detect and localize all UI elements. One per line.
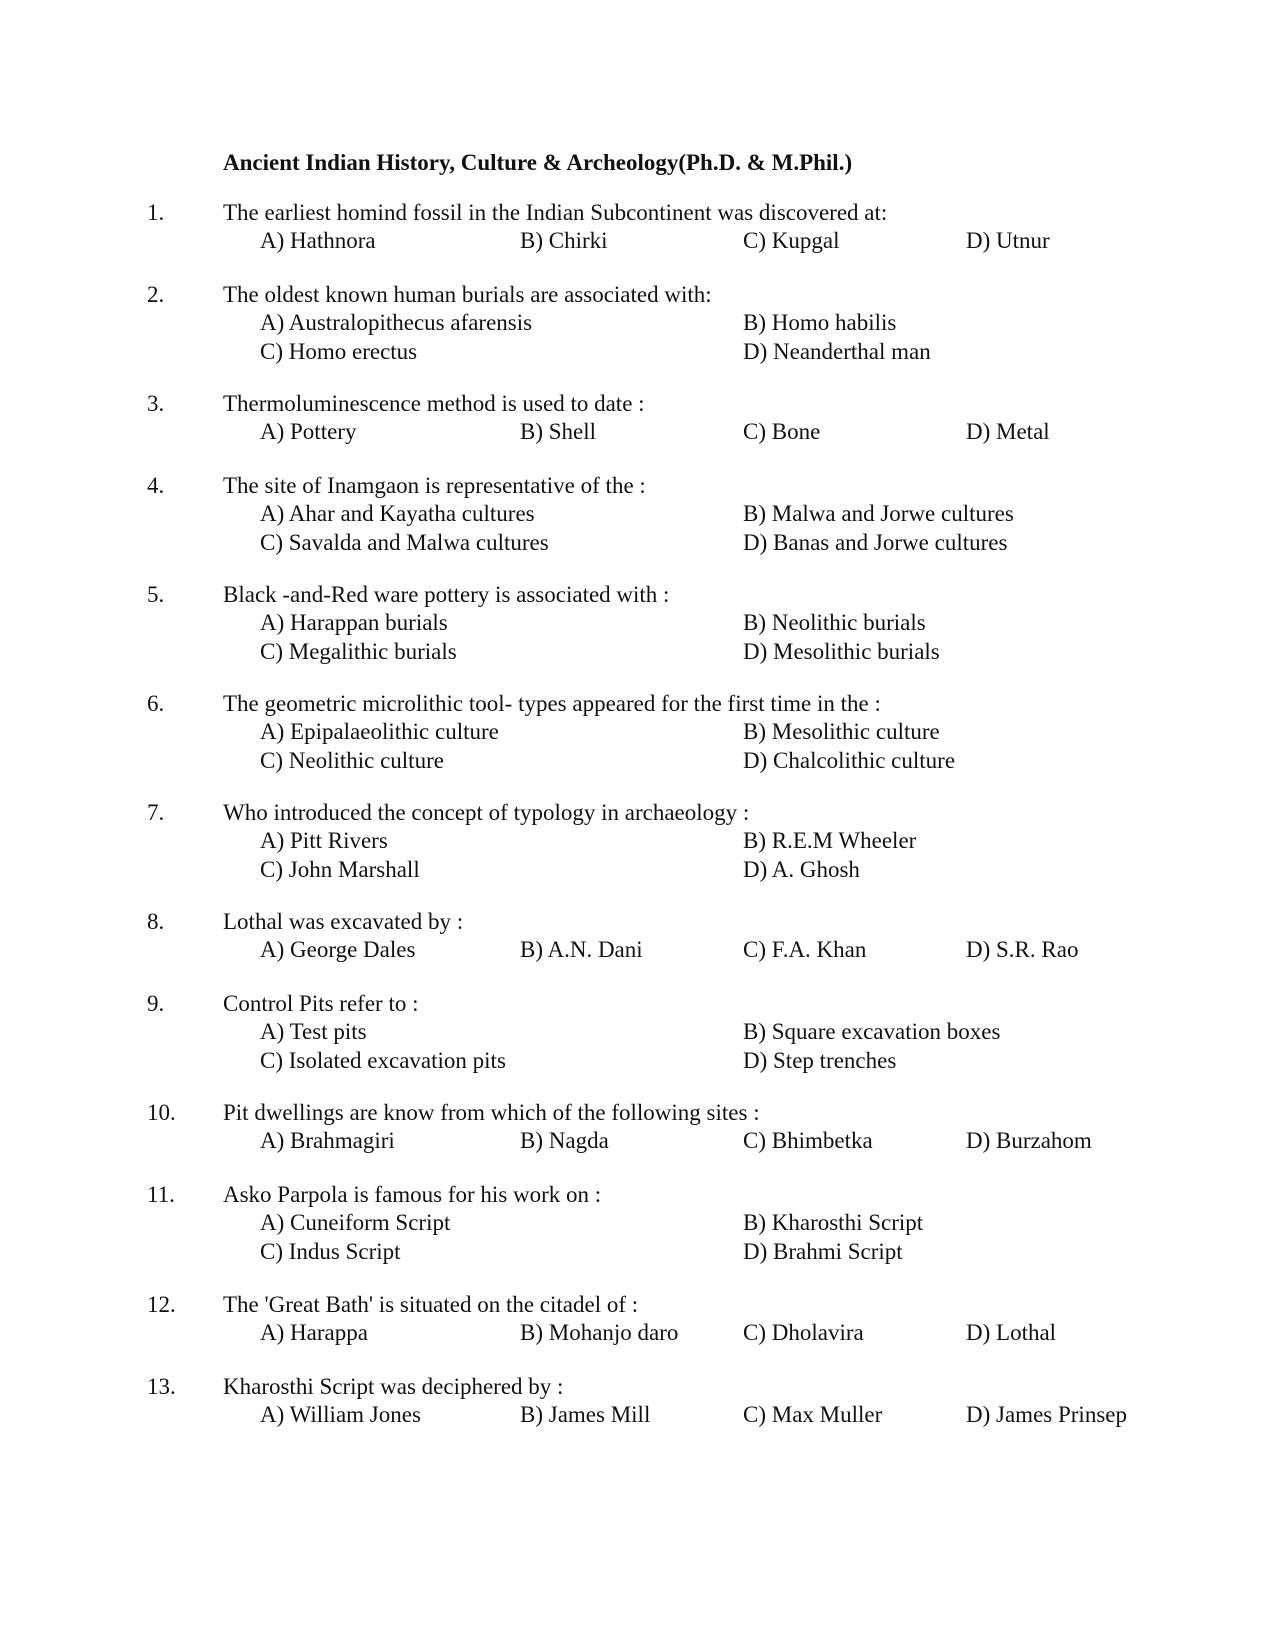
question-number: 5.: [147, 582, 165, 607]
question-number: 12.: [147, 1292, 176, 1317]
option-d: D) Brahmi Script: [743, 1239, 903, 1264]
option-b: B) Chirki: [520, 228, 608, 253]
option-c: C) Isolated excavation pits: [260, 1048, 506, 1073]
option-c: C) Neolithic culture: [260, 748, 444, 773]
page-title: Ancient Indian History, Culture & Archeology(Ph.D. & M.Phil.): [223, 150, 853, 175]
option-b: B) Shell: [520, 419, 597, 444]
question-number: 11.: [147, 1182, 175, 1207]
option-a: A) William Jones: [260, 1402, 421, 1427]
option-d: D) Burzahom: [966, 1128, 1092, 1153]
option-c: C) Homo erectus: [260, 339, 418, 364]
option-a: A) Hathnora: [260, 228, 376, 253]
option-b: B) A.N. Dani: [520, 937, 643, 962]
option-c: C) Indus Script: [260, 1239, 401, 1264]
option-d: D) Utnur: [966, 228, 1050, 253]
option-b: B) Mohanjo daro: [520, 1320, 679, 1345]
question-text: Control Pits refer to :: [223, 991, 419, 1016]
option-d: D) James Prinsep: [966, 1402, 1127, 1427]
question-text: Lothal was excavated by :: [223, 909, 464, 934]
option-a: A) Pitt Rivers: [260, 828, 388, 853]
option-b: B) R.E.M Wheeler: [743, 828, 917, 853]
question-text: Black -and-Red ware pottery is associated with :: [223, 582, 670, 607]
option-a: A) Australopithecus afarensis: [260, 310, 533, 335]
option-c: C) Bone: [743, 419, 821, 444]
option-c: C) Megalithic burials: [260, 639, 457, 664]
option-b: B) Square excavation boxes: [743, 1019, 1001, 1044]
option-b: B) Homo habilis: [743, 310, 897, 335]
option-a: A) Harappa: [260, 1320, 368, 1345]
question-text: Who introduced the concept of typology in archaeology :: [223, 800, 750, 825]
question-number: 10.: [147, 1100, 176, 1125]
question-text: The earliest homind fossil in the Indian Subcontinent was discovered at:: [223, 200, 888, 225]
option-b: B) Nagda: [520, 1128, 609, 1153]
option-d: D) Banas and Jorwe cultures: [743, 530, 1008, 555]
option-a: A) Epipalaeolithic culture: [260, 719, 499, 744]
question-number: 4.: [147, 473, 165, 498]
question-text: The 'Great Bath' is situated on the citadel of :: [223, 1292, 639, 1317]
question-text: The oldest known human burials are associated with:: [223, 282, 712, 307]
question-text: Thermoluminescence method is used to date :: [223, 391, 645, 416]
option-b: B) James Mill: [520, 1402, 651, 1427]
option-c: C) F.A. Khan: [743, 937, 867, 962]
option-a: A) George Dales: [260, 937, 416, 962]
option-d: D) Metal: [966, 419, 1050, 444]
option-c: C) John Marshall: [260, 857, 420, 882]
question-text: The geometric microlithic tool- types appeared for the first time in the :: [223, 691, 881, 716]
option-c: C) Dholavira: [743, 1320, 864, 1345]
question-number: 6.: [147, 691, 165, 716]
option-a: A) Ahar and Kayatha cultures: [260, 501, 535, 526]
question-number: 1.: [147, 200, 165, 225]
question-number: 2.: [147, 282, 165, 307]
option-d: D) Chalcolithic culture: [743, 748, 956, 773]
option-d: D) Neanderthal man: [743, 339, 931, 364]
option-b: B) Malwa and Jorwe cultures: [743, 501, 1014, 526]
option-a: A) Pottery: [260, 419, 357, 444]
option-d: D) S.R. Rao: [966, 937, 1079, 962]
option-a: A) Test pits: [260, 1019, 367, 1044]
question-text: Asko Parpola is famous for his work on :: [223, 1182, 602, 1207]
question-text: The site of Inamgaon is representative of the :: [223, 473, 646, 498]
option-b: B) Neolithic burials: [743, 610, 926, 635]
question-number: 8.: [147, 909, 165, 934]
option-b: B) Kharosthi Script: [743, 1210, 924, 1235]
question-number: 7.: [147, 800, 165, 825]
option-c: C) Max Muller: [743, 1402, 883, 1427]
option-d: D) Mesolithic burials: [743, 639, 940, 664]
option-b: B) Mesolithic culture: [743, 719, 940, 744]
option-d: D) Step trenches: [743, 1048, 897, 1073]
question-number: 13.: [147, 1374, 176, 1399]
question-number: 9.: [147, 991, 165, 1016]
question-text: Kharosthi Script was deciphered by :: [223, 1374, 564, 1399]
option-c: C) Savalda and Malwa cultures: [260, 530, 549, 555]
option-c: C) Bhimbetka: [743, 1128, 873, 1153]
option-a: A) Cuneiform Script: [260, 1210, 451, 1235]
option-a: A) Brahmagiri: [260, 1128, 395, 1153]
option-a: A) Harappan burials: [260, 610, 448, 635]
option-c: C) Kupgal: [743, 228, 840, 253]
question-text: Pit dwellings are know from which of the following sites :: [223, 1100, 760, 1125]
option-d: D) A. Ghosh: [743, 857, 860, 882]
question-number: 3.: [147, 391, 165, 416]
option-d: D) Lothal: [966, 1320, 1057, 1345]
